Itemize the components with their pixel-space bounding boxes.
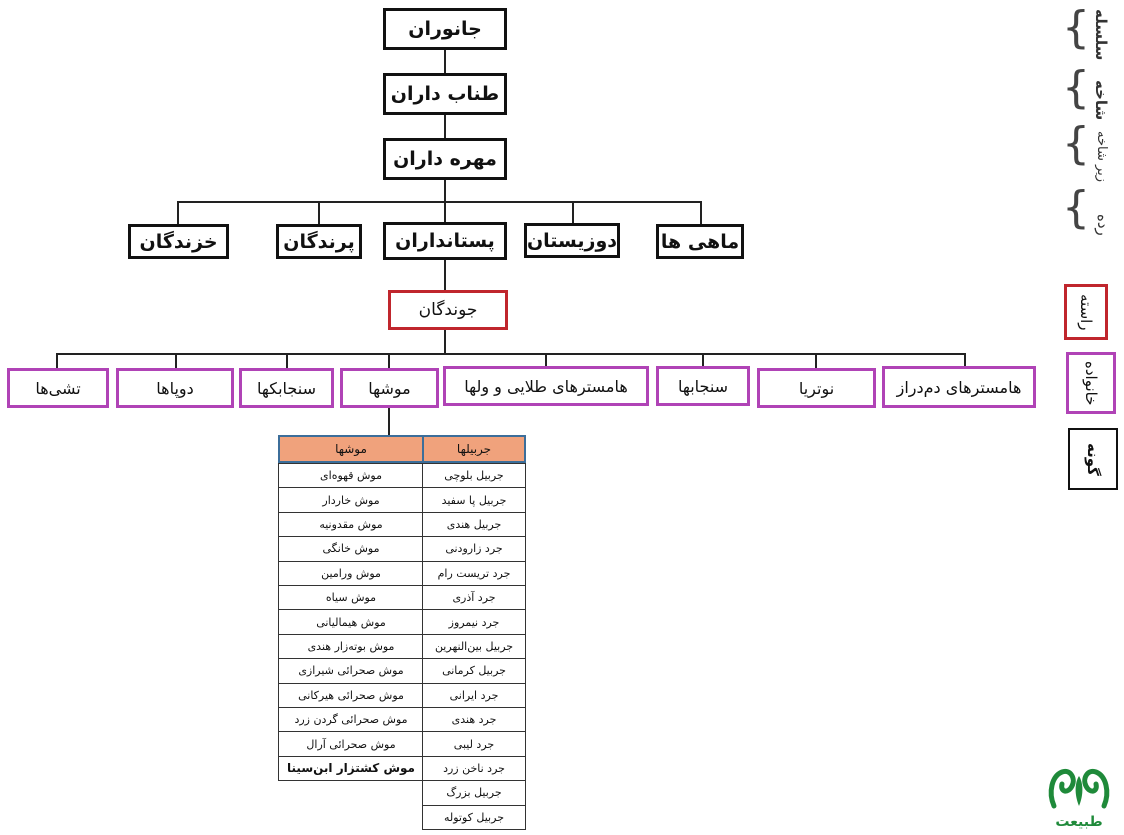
- drop-mahiha: [700, 201, 702, 226]
- gerbil-cell: جربیل بین‌النهرین: [422, 634, 526, 659]
- brace-kingdom: {: [1062, 2, 1090, 53]
- legend-class: رده: [1094, 214, 1112, 236]
- legend-family: خانواده: [1082, 360, 1100, 406]
- legend-phylum: شاخه: [1092, 79, 1110, 120]
- gerbil-cell: جربیل بلوچی: [422, 463, 526, 488]
- mice-cell: موش خاردار: [278, 487, 424, 512]
- class-khazandegan: خزندگان: [128, 224, 229, 259]
- class-mahiha: ماهی ها: [656, 224, 744, 259]
- brace-class: {: [1062, 182, 1090, 233]
- mice-cell: موش بوته‌زار هندی: [278, 634, 424, 659]
- connector-kingdom-phylum: [444, 48, 446, 73]
- family-mushha: موشها: [340, 368, 439, 408]
- gerbils-header: جربیلها: [422, 435, 526, 463]
- legend-order: راسته: [1077, 293, 1095, 331]
- mice-header: موشها: [278, 435, 424, 463]
- gerbil-cell: جرد زارودنی: [422, 536, 526, 561]
- connector-subphylum-classes: [444, 178, 446, 201]
- gerbil-cell: جربیل بزرگ: [422, 780, 526, 805]
- connector-class-order: [444, 258, 446, 292]
- legend-subphylum: زیر شاخه: [1094, 130, 1109, 182]
- gerbil-cell: جرد ناخن زرد: [422, 756, 526, 781]
- mice-cell: موش صحرائی آرال: [278, 731, 424, 756]
- family-dopaha: دوپاها: [116, 368, 234, 408]
- connector-phylum-subphylum: [444, 113, 446, 138]
- gerbil-cell: جرد لیبی: [422, 731, 526, 756]
- mice-cell: موش صحرائی شیرازی: [278, 658, 424, 683]
- gerbil-cell: جربیل کرمانی: [422, 658, 526, 683]
- connector-mice-table: [388, 406, 390, 436]
- gerbil-cell: جرد هندی: [422, 707, 526, 732]
- drop-khazandegan: [177, 201, 179, 226]
- logo-text: طبیعت: [1055, 814, 1103, 830]
- family-hamsterha-domdaraz: هامسترهای دم‌دراز: [882, 366, 1036, 408]
- class-pestandaran: پستانداران: [383, 222, 507, 260]
- family-hamsterha-talaei: هامسترهای طلایی و ولها: [443, 366, 649, 406]
- mice-cell: موش سیاه: [278, 585, 424, 610]
- brace-subphylum: {: [1062, 118, 1090, 169]
- legend-kingdom: سلسله: [1092, 8, 1110, 60]
- classes-bus: [177, 201, 702, 203]
- class-dozistan: دوزیستان: [524, 223, 620, 258]
- gerbil-cell: جربیل کوتوله: [422, 805, 526, 830]
- legend-species: گونه: [1084, 442, 1102, 476]
- mice-cell: موش خانگی: [278, 536, 424, 561]
- legend-order-box: [1064, 284, 1108, 340]
- connector-order-families: [444, 329, 446, 353]
- mice-cell: موش کشتزار ابن‌سینا: [278, 756, 424, 781]
- family-notria: نوتریا: [757, 368, 876, 408]
- logo: [1046, 766, 1112, 828]
- kingdom-box: جانوران: [383, 8, 507, 50]
- class-parandegan: پرندگان: [276, 224, 362, 259]
- drop-parandegan: [318, 201, 320, 226]
- mice-cell: موش صحرائی هیرکانی: [278, 683, 424, 708]
- families-bus: [56, 353, 966, 355]
- logo-icon: [1046, 766, 1112, 810]
- family-sanjabha: سنجابها: [656, 366, 750, 406]
- species-table: [278, 435, 526, 835]
- gerbil-cell: جرد تریست رام: [422, 561, 526, 586]
- brace-phylum: {: [1062, 62, 1090, 113]
- gerbil-cell: جرد آذری: [422, 585, 526, 610]
- legend-species-box: [1068, 428, 1118, 490]
- gerbil-cell: جرد نیمروز: [422, 609, 526, 634]
- mice-cell: موش قهوه‌ای: [278, 463, 424, 488]
- subphylum-box: مهره داران: [383, 138, 507, 180]
- family-sanjabakha: سنجابکها: [239, 368, 334, 408]
- legend-family-box: [1066, 352, 1116, 414]
- family-tashiha: تشی‌ها: [7, 368, 109, 408]
- drop-dozistan: [572, 201, 574, 225]
- gerbil-cell: جربیل هندی: [422, 512, 526, 537]
- drop-pestandaran: [444, 201, 446, 224]
- order-box: جوندگان: [388, 290, 508, 330]
- mice-cell: موش هیمالیانی: [278, 609, 424, 634]
- gerbil-cell: جربیل پا سفید: [422, 487, 526, 512]
- mice-cell: موش صحرائی گردن زرد: [278, 707, 424, 732]
- gerbil-cell: جرد ایرانی: [422, 683, 526, 708]
- mice-cell: موش ورامین: [278, 561, 424, 586]
- mice-cell: موش مقدونیه: [278, 512, 424, 537]
- phylum-box: طناب داران: [383, 73, 507, 115]
